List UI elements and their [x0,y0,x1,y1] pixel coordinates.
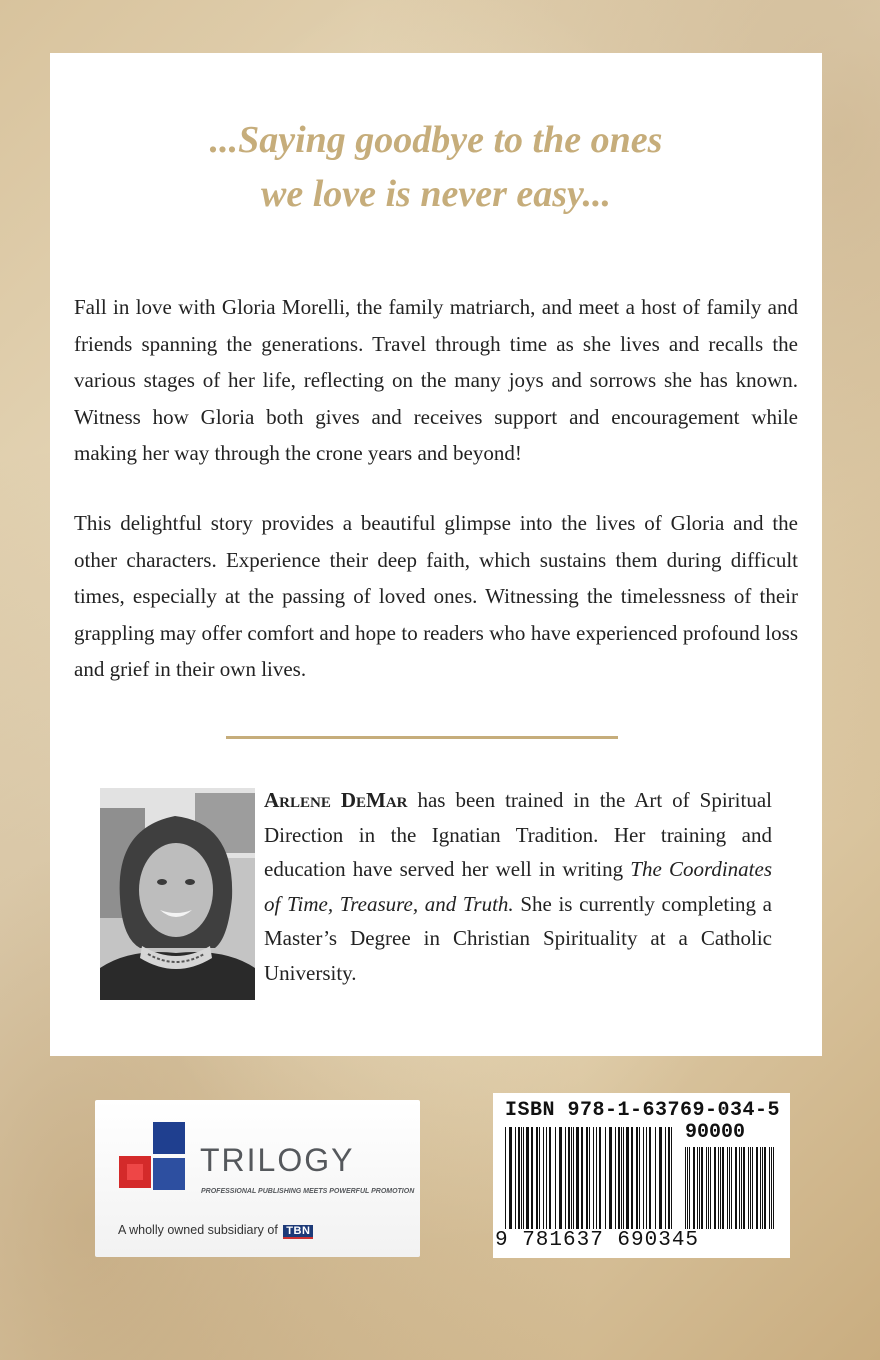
barcode-bar [687,1147,688,1229]
barcode-bar [571,1127,572,1229]
addon-barcode-bars [685,1147,777,1229]
tagline-line-1: ...Saying goodbye to the ones [209,119,663,161]
barcode-bar [549,1127,551,1229]
isbn-label: ISBN 978-1-63769-034-5 [505,1099,781,1122]
barcode-bar [741,1147,742,1229]
publisher-tagline: PROFESSIONAL PUBLISHING MEETS POWERFUL PROMOTION [201,1188,415,1195]
barcode-bar [646,1127,647,1229]
barcode-bar [536,1127,538,1229]
barcode-bar [743,1147,745,1229]
description-paragraph-2: This delightful story provides a beautiful glimpse into the lives of Gloria and the other characters. Experience their deep faith, which sustains them during difficult times, especially at the passing of loved ones. Witnessing the timelessness of their grappling may offer comfort and hope to readers who have experienced profound loss and grief in their own lives. [74,511,798,681]
barcode-bar [626,1127,629,1229]
subsidiary-text: A wholly owned subsidiary of [118,1223,278,1237]
barcode-bar [546,1127,547,1229]
barcode-bar [523,1127,524,1229]
barcode-bar [568,1127,570,1229]
barcode-bar [565,1127,566,1229]
barcode-bar [697,1147,698,1229]
author-name: Arlene DeMar [264,788,408,812]
barcode-bar [593,1127,594,1229]
tagline-line-2: we love is never easy... [261,173,611,215]
barcode-bar [764,1147,766,1229]
tagline [50,113,822,221]
ean-barcode-bars [505,1127,675,1229]
barcode-bar [771,1147,772,1229]
barcode-bar [643,1127,644,1229]
barcode-bar [515,1127,516,1229]
barcode-bar [659,1127,662,1229]
barcode-bar [596,1127,597,1229]
barcode-bar [693,1147,695,1229]
barcode-bar [729,1147,730,1229]
barcode-bar [639,1127,640,1229]
barcode-bar [649,1127,651,1229]
barcode-bar [636,1127,638,1229]
barcode-bar [526,1127,529,1229]
barcode-bar [731,1147,732,1229]
barcode-bar [581,1127,583,1229]
barcode-bar [605,1127,606,1229]
tbn-logo: TBN [283,1225,313,1239]
barcode-bar [752,1147,753,1229]
price-code: 90000 [685,1121,746,1144]
author-portrait-illustration [100,788,255,1000]
author-photo [100,788,255,1000]
ean-digits: 9 781637 690345 [495,1229,700,1252]
trilogy-logo-icon [117,1120,189,1192]
author-bio-part-1: has been trained in the Art of Spiritual Direction in the Ignatian Tradition. Her training and education have served her well in writing [264,788,772,881]
book-title: The Coordinates of Time, Treasure, and Truth. [264,857,773,916]
barcode-bar [735,1147,737,1229]
barcode-bar [722,1147,724,1229]
barcode-bar [655,1127,656,1229]
barcode-bar [760,1147,761,1229]
barcode-bar [748,1147,749,1229]
barcode-bar [671,1127,672,1229]
barcode-bar [665,1127,666,1229]
barcode-bar [720,1147,721,1229]
author-bio-part-2: She is currently completing a Master’s Degree in Christian Spirituality at a Catholic University. [264,891,773,985]
barcode-bar [699,1147,700,1229]
barcode-bar [708,1147,709,1229]
barcode-bar [718,1147,719,1229]
barcode-bar [559,1127,562,1229]
barcode-bar [576,1127,579,1229]
barcode-bar [518,1127,520,1229]
barcode-bar [586,1127,588,1229]
barcode-bar [555,1127,556,1229]
barcode-bar [609,1127,612,1229]
isbn-barcode [493,1093,790,1258]
barcode-bar [750,1147,751,1229]
barcode-bar [621,1127,622,1229]
barcode-bar [599,1127,601,1229]
barcode-bar [589,1127,590,1229]
barcode-bar [773,1147,774,1229]
barcode-bar [689,1147,690,1229]
barcode-bar [618,1127,620,1229]
barcode-bar [714,1147,716,1229]
barcode-bar [505,1127,506,1229]
barcode-bar [739,1147,740,1229]
barcode-bar [539,1127,540,1229]
barcode-bar [615,1127,616,1229]
section-divider [226,736,618,739]
description-paragraph-1: Fall in love with Gloria Morelli, the family matriarch, and meet a host of family and friends spanning the generations. Travel through time as she lives and recalls the various stages of her life, reflecting on the many joys and sorrows she has known. Witness how Gloria both gives and receives support and encouragement while making her way through the crone years and beyond! [74,295,798,465]
barcode-bar [710,1147,711,1229]
barcode-bar [685,1147,686,1229]
barcode-bar [543,1127,544,1229]
publisher-subsidiary-line [118,1223,313,1239]
back-cover-panel [50,53,822,1056]
barcode-bar [756,1147,758,1229]
barcode-bar [531,1127,533,1229]
barcode-bar [701,1147,703,1229]
barcode-bar [509,1127,512,1229]
publisher-name: TRILOGY [200,1142,355,1178]
barcode-bar [769,1147,770,1229]
barcode-bar [706,1147,707,1229]
author-bio [264,783,772,990]
barcode-bar [573,1127,574,1229]
barcode-bar [727,1147,728,1229]
barcode-bar [762,1147,763,1229]
publisher-logo-block [95,1100,420,1257]
barcode-bar [521,1127,522,1229]
barcode-bar [668,1127,670,1229]
barcode-bar [623,1127,624,1229]
barcode-bar [631,1127,633,1229]
